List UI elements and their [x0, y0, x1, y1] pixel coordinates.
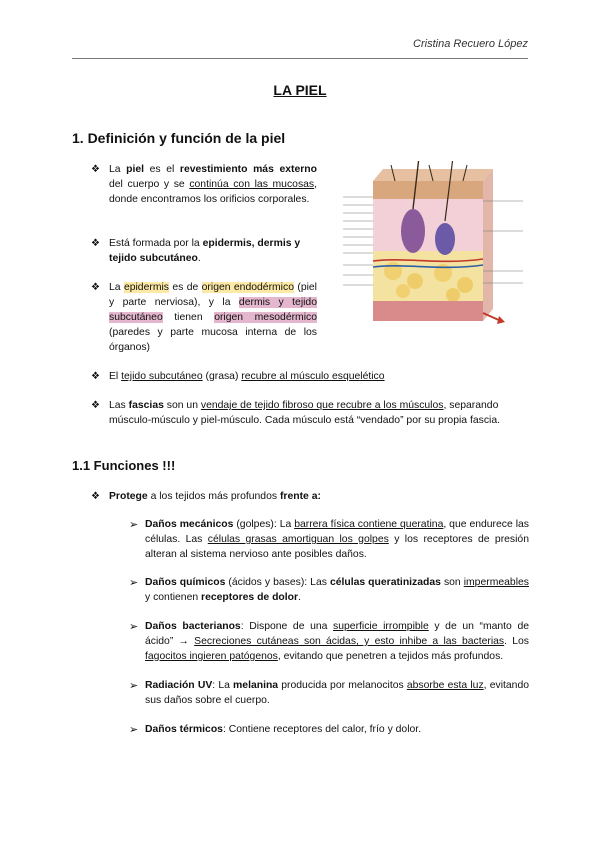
author-header: Cristina Recuero López	[413, 38, 528, 50]
diamond-bullet-icon: ❖	[91, 282, 100, 293]
diamond-bullet-icon: ❖	[91, 371, 100, 382]
diamond-bullet-icon: ❖	[91, 491, 100, 502]
page-title: LA PIEL	[273, 82, 327, 98]
header-rule	[72, 58, 528, 59]
item-radiacion-uv: Radiación UV: La melanina producida por melanocitos absorbe esta luz, evitando sus daños sobre el cuerpo.	[145, 680, 530, 706]
diamond-bullet-icon: ❖	[91, 400, 100, 411]
subsection-heading: 1.1 Funciones !!!	[72, 458, 176, 473]
paragraph-capas: Está formada por la epidermis, dermis y tejido subcutáneo.	[109, 238, 301, 264]
section-heading: 1. Definición y función de la piel	[72, 130, 286, 146]
arrow-bullet-icon: ➢	[129, 724, 139, 736]
paragraph-origen: La epidermis es de origen endodérmico (piel y parte nerviosa), y la dermis y tejido subcutáneo tienen origen mesodérmico (paredes y parte mucosa interna de los órganos)	[109, 282, 317, 353]
arrow-bullet-icon: ➢	[129, 577, 139, 589]
item-danos-quimicos: Daños químicos (ácidos y bases): Las células queratinizadas son impermeables y contienen receptores de dolor.	[145, 577, 529, 603]
item-danos-mecanicos: Daños mecánicos (golpes): La barrera física contiene queratina, que endurece las células. Las células grasas amortiguan los golpes y los receptores de presión alteran al sistema nervioso ante posibles daños.	[145, 519, 529, 560]
arrow-bullet-icon: ➢	[129, 519, 139, 531]
diamond-bullet-icon: ❖	[91, 164, 100, 175]
skin-diagram-image	[333, 161, 533, 333]
paragraph-protege: Protege a los tejidos más profundos frente a:	[109, 491, 321, 502]
diamond-bullet-icon: ❖	[91, 238, 100, 249]
arrow-bullet-icon: ➢	[129, 621, 139, 633]
item-danos-termicos: Daños térmicos: Contiene receptores del calor, frío y dolor.	[145, 724, 422, 735]
paragraph-fascias: Las fascias son un vendaje de tejido fibroso que recubre a los músculos, separando músculo-músculo y piel-músculo. Cada músculo está “vendado” por su propia fascia.	[109, 400, 500, 426]
arrow-bullet-icon: ➢	[129, 680, 139, 692]
item-danos-bacterianos: Daños bacterianos: Dispone de una superficie irrompible y de un “manto de ácido” → Secreciones cutáneas son ácidas, y esto inhibe a las bacterias. Los fagocitos ingieren patógenos, evitando que penetren a tejidos más profundos.	[145, 621, 530, 662]
paragraph-piel: La piel es el revestimiento más externo del cuerpo y se continúa con las mucosas, donde encontramos los orificios corporales.	[109, 164, 318, 205]
paragraph-subcutaneo: El tejido subcutáneo (grasa) recubre al músculo esquelético	[109, 371, 385, 382]
